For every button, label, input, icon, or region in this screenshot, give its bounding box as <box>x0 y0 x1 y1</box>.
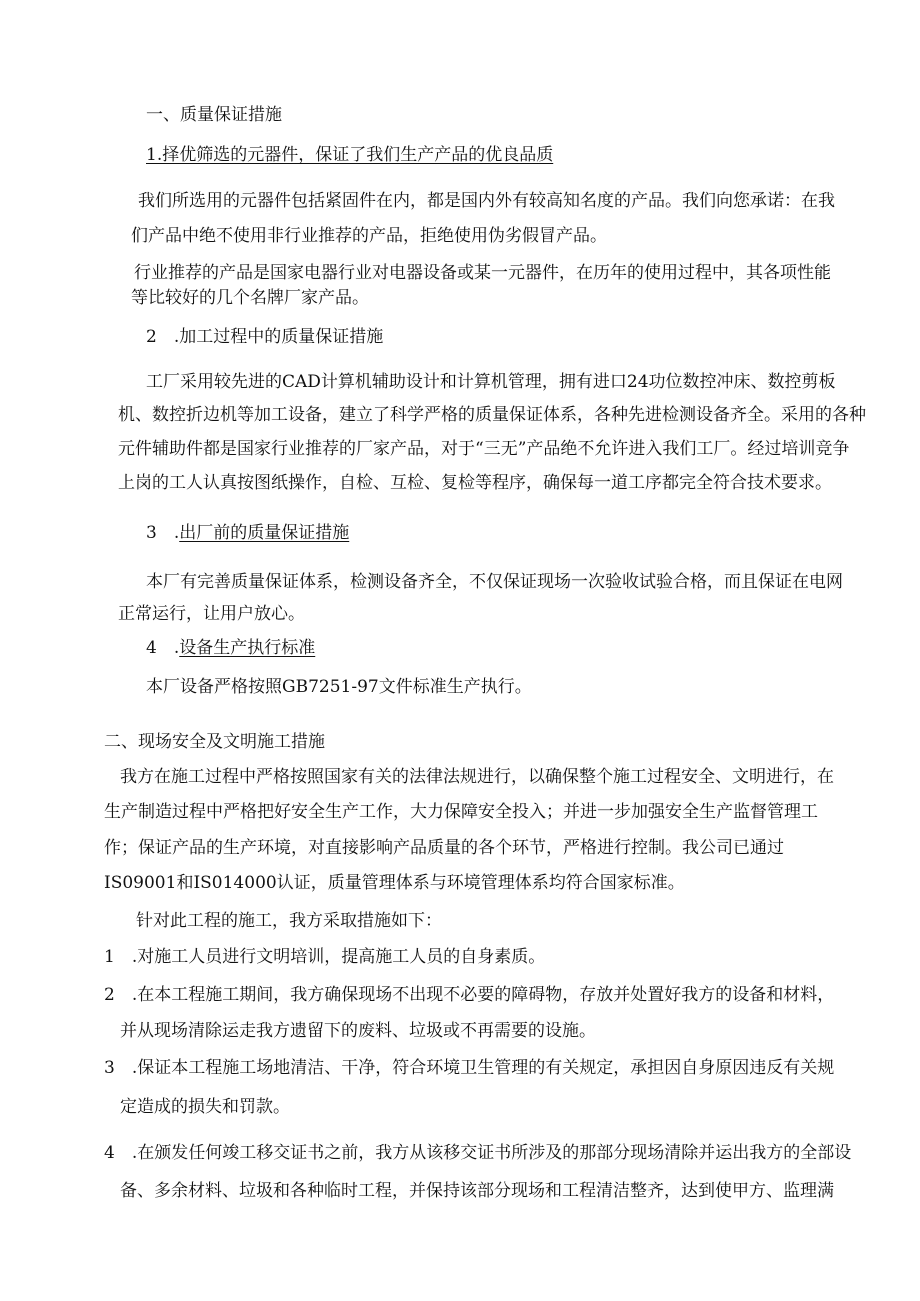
measure-4-line1: 4 .在颁发任何竣工移交证书之前，我方从该移交证书所涉及的那部分现场清除并运出我方的全部设 <box>104 1143 852 1163</box>
sub2-paragraph-line3: 元件辅助件都是国家行业推荐的厂家产品，对于“三无”产品绝不允许进入我们工厂。经过培训竞争 <box>118 439 850 459</box>
section2-paragraph-line2: 生产制造过程中严格把好安全生产工作，大力保障安全投入；并进一步加强安全生产监督管理工 <box>104 802 818 822</box>
section2-heading: 二、现场安全及文明施工措施 <box>104 732 325 752</box>
section2-lead: 针对此工程的施工，我方采取措施如下： <box>136 911 442 931</box>
sub1-title: 1.择优筛选的元器件，保证了我们生产产品的优良品质 <box>146 145 554 165</box>
sub4-paragraph-line1: 本厂设备严格按照GB7251-97文件标准生产执行。 <box>146 677 532 697</box>
section2-paragraph-line4: IS09001和IS014000认证，质量管理体系与环境管理体系均符合国家标准。 <box>104 873 685 893</box>
sub1-paragraph1-line2: 们产品中绝不使用非行业推荐的产品，拒绝使用伪劣假冒产品。 <box>131 226 607 246</box>
sub2-paragraph-line2: 机、数控折边机等加工设备，建立了科学严格的质量保证体系，各种先进检测设备齐全。采用的各种 <box>118 405 866 425</box>
section1-heading: 一、质量保证措施 <box>146 105 282 125</box>
sub4-heading <box>146 637 315 659</box>
sub3-paragraph-line2: 正常运行，让用户放心。 <box>118 604 305 624</box>
sub1-paragraph2-line1: 行业推荐的产品是国家电器行业对电器设备或某一元器件，在历年的使用过程中，其各项性能 <box>134 263 831 283</box>
measure-4-line2: 备、多余材料、垃圾和各种临时工程，并保持该部分现场和工程清洁整齐，达到使甲方、监理满 <box>120 1181 834 1201</box>
measure-2-line2: 并从现场清除运走我方遗留下的废料、垃圾或不再需要的设施。 <box>120 1021 596 1041</box>
section2-paragraph-line1: 我方在施工过程中严格按照国家有关的法律法规进行，以确保整个施工过程安全、文明进行，在 <box>120 767 834 787</box>
sub3-number: 3 . <box>146 523 180 543</box>
measure-3-line1: 3 .保证本工程施工场地清洁、干净，符合环境卫生管理的有关规定，承担因自身原因违反有关规 <box>104 1058 835 1078</box>
measure-1-line1: 1 .对施工人员进行文明培训，提高施工人员的自身素质。 <box>104 947 546 967</box>
sub3-title: 出厂前的质量保证措施 <box>179 523 350 543</box>
measure-3-line2: 定造成的损失和罚款。 <box>120 1097 290 1117</box>
sub4-number: 4 . <box>146 638 180 658</box>
sub2-paragraph-line1: 工厂采用较先进的CAD计算机辅助设计和计算机管理，拥有进口24功位数控冲床、数控剪板 <box>146 372 836 392</box>
sub2-title: 2 .加工过程中的质量保证措施 <box>146 327 384 347</box>
sub2-paragraph-line4: 上岗的工人认真按图纸操作，自检、互检、复检等程序，确保每一道工序都完全符合技术要求。 <box>118 473 832 493</box>
measure-2-line1: 2 .在本工程施工期间，我方确保现场不出现不必要的障碍物，存放并处置好我方的设备和材料， <box>104 985 835 1005</box>
sub4-title: 设备生产执行标准 <box>179 638 316 658</box>
sub1-paragraph1-line1: 我们所选用的元器件包括紧固件在内，都是国内外有较高知名度的产品。我们向您承诺：在我 <box>138 191 835 211</box>
sub1-paragraph2-line2: 等比较好的几个名牌厂家产品。 <box>131 288 369 308</box>
section2-paragraph-line3: 作；保证产品的生产环境，对直接影响产品质量的各个环节，严格进行控制。我公司已通过 <box>104 838 784 858</box>
sub3-heading <box>146 522 349 544</box>
sub3-paragraph-line1: 本厂有完善质量保证体系，检测设备齐全，不仅保证现场一次验收试验合格，而且保证在电网 <box>146 572 843 592</box>
